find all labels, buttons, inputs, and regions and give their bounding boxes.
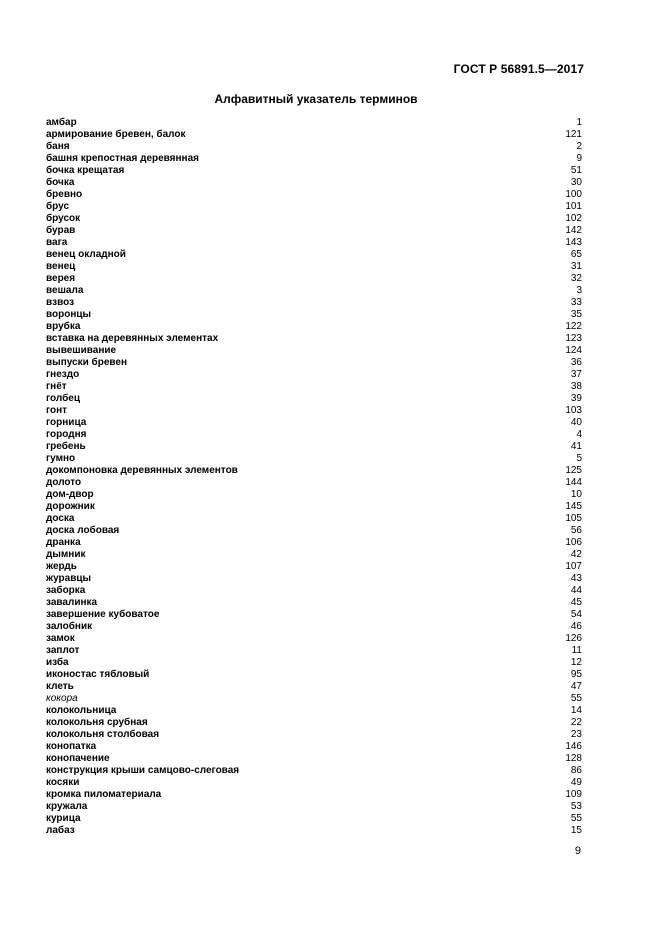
index-entry — [46, 801, 582, 813]
index-page-ref: 36 — [570, 357, 582, 368]
index-entry — [46, 621, 582, 633]
index-page-ref: 124 — [565, 345, 582, 356]
index-page-ref: 55 — [570, 693, 582, 704]
index-page-ref: 41 — [570, 441, 582, 452]
index-term: брус — [46, 201, 70, 212]
index-page-ref: 65 — [570, 249, 582, 260]
index-term: взвоз — [46, 297, 75, 308]
index-page-ref: 3 — [576, 285, 582, 296]
index-page-ref: 45 — [570, 597, 582, 608]
index-page-ref: 51 — [570, 165, 582, 176]
index-term: кокора — [46, 693, 78, 704]
page-title: Алфавитный указатель терминов — [214, 92, 418, 106]
index-page-ref: 106 — [565, 537, 582, 548]
index-term: врубка — [46, 321, 81, 332]
index-page-ref: 56 — [570, 525, 582, 536]
index-page-ref: 143 — [565, 237, 582, 248]
index-entry — [46, 381, 582, 393]
index-term: венец — [46, 261, 76, 272]
index-page-ref: 49 — [570, 777, 582, 788]
index-page-ref: 9 — [576, 153, 582, 164]
index-entry — [46, 489, 582, 501]
index-term: жердь — [46, 561, 77, 572]
index-page-ref: 46 — [570, 621, 582, 632]
index-entry — [46, 537, 582, 549]
index-term: верея — [46, 273, 76, 284]
index-term: изба — [46, 657, 69, 668]
index-term: вешала — [46, 285, 84, 296]
index-term: гонт — [46, 405, 68, 416]
index-entry — [46, 237, 582, 249]
index-term: бочка крещатая — [46, 165, 125, 176]
index-term: конструкция крыши самцово-слеговая — [46, 765, 240, 776]
index-entry — [46, 321, 582, 333]
index-term: вывешивание — [46, 345, 117, 356]
page-number: 9 — [574, 845, 581, 857]
index-page-ref: 22 — [570, 717, 582, 728]
index-term: дом-двор — [46, 489, 94, 500]
index-entry — [46, 441, 582, 453]
index-entry — [46, 465, 582, 477]
index-entry — [46, 285, 582, 297]
index-term: лабаз — [46, 825, 75, 836]
index-page-ref: 54 — [570, 609, 582, 620]
index-page-ref: 43 — [570, 573, 582, 584]
index-term: дымник — [46, 549, 86, 560]
document-code: ГОСТ Р 56891.5—2017 — [453, 62, 584, 76]
index-term: дранка — [46, 537, 81, 548]
index-page-ref: 107 — [565, 561, 582, 572]
index-entry — [46, 369, 582, 381]
index-term: конопатка — [46, 741, 97, 752]
index-term: бочка — [46, 177, 75, 188]
index-entry — [46, 585, 582, 597]
index-page-ref: 42 — [570, 549, 582, 560]
index-term: гумно — [46, 453, 76, 464]
index-entry — [46, 777, 582, 789]
index-term: завершение кубоватое — [46, 609, 160, 620]
index-entry — [46, 345, 582, 357]
index-entry — [46, 657, 582, 669]
index-term: брусок — [46, 213, 81, 224]
index-page-ref: 44 — [570, 585, 582, 596]
index-page-ref: 23 — [570, 729, 582, 740]
index-entry — [46, 597, 582, 609]
index-term: бревно — [46, 189, 83, 200]
index-entry — [46, 669, 582, 681]
index-page-ref: 4 — [576, 429, 582, 440]
index-entry — [46, 681, 582, 693]
index-entry — [46, 117, 582, 129]
index-entry — [46, 513, 582, 525]
index-page-ref: 47 — [570, 681, 582, 692]
index-term: клеть — [46, 681, 74, 692]
index-page-ref: 122 — [565, 321, 582, 332]
index-entry — [46, 525, 582, 537]
index-entry — [46, 201, 582, 213]
index-term: венец окладной — [46, 249, 126, 260]
index-entry — [46, 609, 582, 621]
index-page-ref: 32 — [570, 273, 582, 284]
index-page-ref: 144 — [565, 477, 582, 488]
index-term: дорожник — [46, 501, 95, 512]
index-entry — [46, 213, 582, 225]
index-term: голбец — [46, 393, 80, 404]
index-entry — [46, 393, 582, 405]
index-entry — [46, 753, 582, 765]
index-page-ref: 30 — [570, 177, 582, 188]
index-entry — [46, 141, 582, 153]
index-entry — [46, 273, 582, 285]
index-term: башня крепостная деревянная — [46, 153, 199, 164]
index-term: колокольня срубная — [46, 717, 148, 728]
index-term: колокольня столбовая — [46, 729, 160, 740]
index-term: городня — [46, 429, 87, 440]
index-term: колокольница — [46, 705, 117, 716]
index-term: гнёт — [46, 381, 67, 392]
index-term: иконостас тябловый — [46, 669, 150, 680]
index-page-ref: 125 — [565, 465, 582, 476]
index-term: воронцы — [46, 309, 92, 320]
index-entry — [46, 477, 582, 489]
index-term: конопачение — [46, 753, 110, 764]
index-page-ref: 33 — [570, 297, 582, 308]
index-page-ref: 12 — [570, 657, 582, 668]
index-entry — [46, 645, 582, 657]
index-term: долото — [46, 477, 82, 488]
index-term: гнездо — [46, 369, 80, 380]
index-entry — [46, 249, 582, 261]
index-entry — [46, 357, 582, 369]
index-page-ref: 35 — [570, 309, 582, 320]
index-page-ref: 5 — [576, 453, 582, 464]
index-page-ref: 14 — [570, 705, 582, 716]
index-page-ref: 86 — [570, 765, 582, 776]
index-entry — [46, 333, 582, 345]
index-term: завалинка — [46, 597, 98, 608]
index-page-ref: 121 — [565, 129, 582, 140]
index-entry — [46, 717, 582, 729]
index-page-ref: 31 — [570, 261, 582, 272]
index-entry — [46, 189, 582, 201]
index-term: кромка пиломатериала — [46, 789, 162, 800]
index-entry — [46, 453, 582, 465]
index-page-ref: 109 — [565, 789, 582, 800]
index-entry — [46, 417, 582, 429]
index-entry — [46, 429, 582, 441]
index-entry — [46, 261, 582, 273]
index-entry — [46, 501, 582, 513]
index-entry — [46, 165, 582, 177]
index-page-ref: 105 — [565, 513, 582, 524]
index-term: амбар — [46, 117, 77, 128]
index-term: заборка — [46, 585, 86, 596]
index-page-ref: 142 — [565, 225, 582, 236]
index-entry — [46, 129, 582, 141]
index-page-ref: 126 — [565, 633, 582, 644]
index-page-ref: 40 — [570, 417, 582, 428]
index-term: выпуски бревен — [46, 357, 127, 368]
index-term: докомпоновка деревянных элементов — [46, 465, 238, 476]
index-entry — [46, 705, 582, 717]
index-page-ref: 128 — [565, 753, 582, 764]
index-page-ref: 10 — [570, 489, 582, 500]
index-page-ref: 101 — [565, 201, 582, 212]
index-entry — [46, 789, 582, 801]
index-page-ref: 38 — [570, 381, 582, 392]
index-term: доска — [46, 513, 75, 524]
index-entry — [46, 633, 582, 645]
index-term: замок — [46, 633, 75, 644]
term-index-list — [46, 117, 582, 837]
index-term: доска лобовая — [46, 525, 120, 536]
index-term: армирование бревен, балок — [46, 129, 186, 140]
index-entry — [46, 765, 582, 777]
index-page-ref: 37 — [570, 369, 582, 380]
index-entry — [46, 813, 582, 825]
index-term: косяки — [46, 777, 80, 788]
index-term: вага — [46, 237, 68, 248]
index-term: горница — [46, 417, 87, 428]
index-entry — [46, 405, 582, 417]
index-page-ref: 53 — [570, 801, 582, 812]
index-page-ref: 55 — [570, 813, 582, 824]
index-entry — [46, 177, 582, 189]
index-page-ref: 95 — [570, 669, 582, 680]
index-entry — [46, 561, 582, 573]
index-page-ref: 11 — [571, 645, 582, 656]
index-term: вставка на деревянных элементах — [46, 333, 219, 344]
index-page-ref: 1 — [576, 117, 582, 128]
index-entry — [46, 225, 582, 237]
index-entry — [46, 729, 582, 741]
index-entry — [46, 297, 582, 309]
index-page-ref: 39 — [570, 393, 582, 404]
index-term: бурав — [46, 225, 76, 236]
index-page-ref: 100 — [565, 189, 582, 200]
index-page-ref: 2 — [576, 141, 582, 152]
index-term: залобник — [46, 621, 93, 632]
index-term: курица — [46, 813, 81, 824]
index-page-ref: 102 — [565, 213, 582, 224]
index-entry — [46, 309, 582, 321]
index-term: баня — [46, 141, 70, 152]
index-term: гребень — [46, 441, 86, 452]
index-entry — [46, 693, 582, 705]
index-page-ref: 123 — [565, 333, 582, 344]
index-page-ref: 146 — [565, 741, 582, 752]
index-page-ref: 15 — [570, 825, 582, 836]
index-entry — [46, 825, 582, 837]
index-page-ref: 145 — [565, 501, 582, 512]
index-page-ref: 103 — [565, 405, 582, 416]
index-term: журавцы — [46, 573, 92, 584]
index-entry — [46, 549, 582, 561]
index-entry — [46, 741, 582, 753]
index-entry — [46, 573, 582, 585]
index-term: заплот — [46, 645, 80, 656]
index-entry — [46, 153, 582, 165]
index-term: кружала — [46, 801, 88, 812]
